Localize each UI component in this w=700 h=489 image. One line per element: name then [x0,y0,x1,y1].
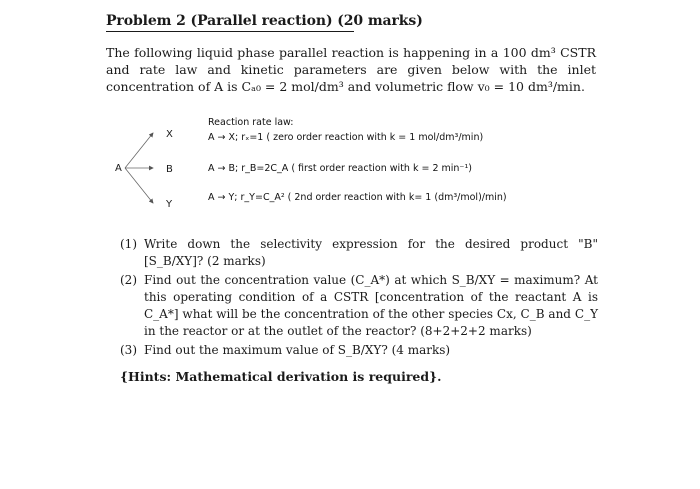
problem-intro: The following liquid phase parallel reaction is happening in a 100 dm³ CSTR and rate law and kinetic parameters are given below with the inlet concentration of A is Cₐ₀ = 2 mol/dm³ and volumetric flow v₀ = 10 dm³/min. [106,45,596,94]
question-item [120,342,598,359]
hints-text: {Hints: Mathematical derivation is required}. [120,369,442,384]
diagram-arrow-to-y [125,168,153,203]
diagram-product-b: B [166,164,173,175]
diagram-arrow-to-x [125,133,153,168]
question-number: (1) [120,237,137,251]
question-number: (3) [120,343,137,357]
title-underline [106,31,354,32]
rate-law-heading: Reaction rate law: [208,117,294,128]
diagram-product-x: X [166,129,173,140]
question-text: Find out the maximum value of S_B/XY? (4 marks) [144,343,451,357]
parallel-reaction-diagram [113,123,193,213]
rate-law-x: A → X; rₓ=1 ( zero order reaction with k = 1 mol/dm³/min) [208,132,484,143]
rate-law-y: A → Y; r_Y=C_A² ( 2nd order reaction with k= 1 (dm³/mol)/min) [208,192,507,203]
question-text: Find out the concentration value (C_A*) at which S_B/XY = maximum? At this operating condition of a CSTR [concentration of the reactant A is C_A*] what will be the concentration of the other species Cx, C_B and C_Y in the reactor or at the outlet of the reactor? (8+2+2+2 marks) [144,273,598,338]
diagram-product-y: Y [166,199,173,210]
rate-law-b: A → B; r_B=2C_A ( first order reaction with k = 2 min⁻¹) [208,163,472,174]
question-item [120,272,598,340]
problem-title: Problem 2 (Parallel reaction) (20 marks) [106,13,423,29]
question-text: Write down the selectivity expression for the desired product "B" [S_B/XY]? (2 marks) [144,237,598,268]
questions-list [120,236,598,361]
diagram-reactant-label: A [115,163,122,174]
question-item [120,236,598,270]
question-number: (2) [120,273,137,287]
